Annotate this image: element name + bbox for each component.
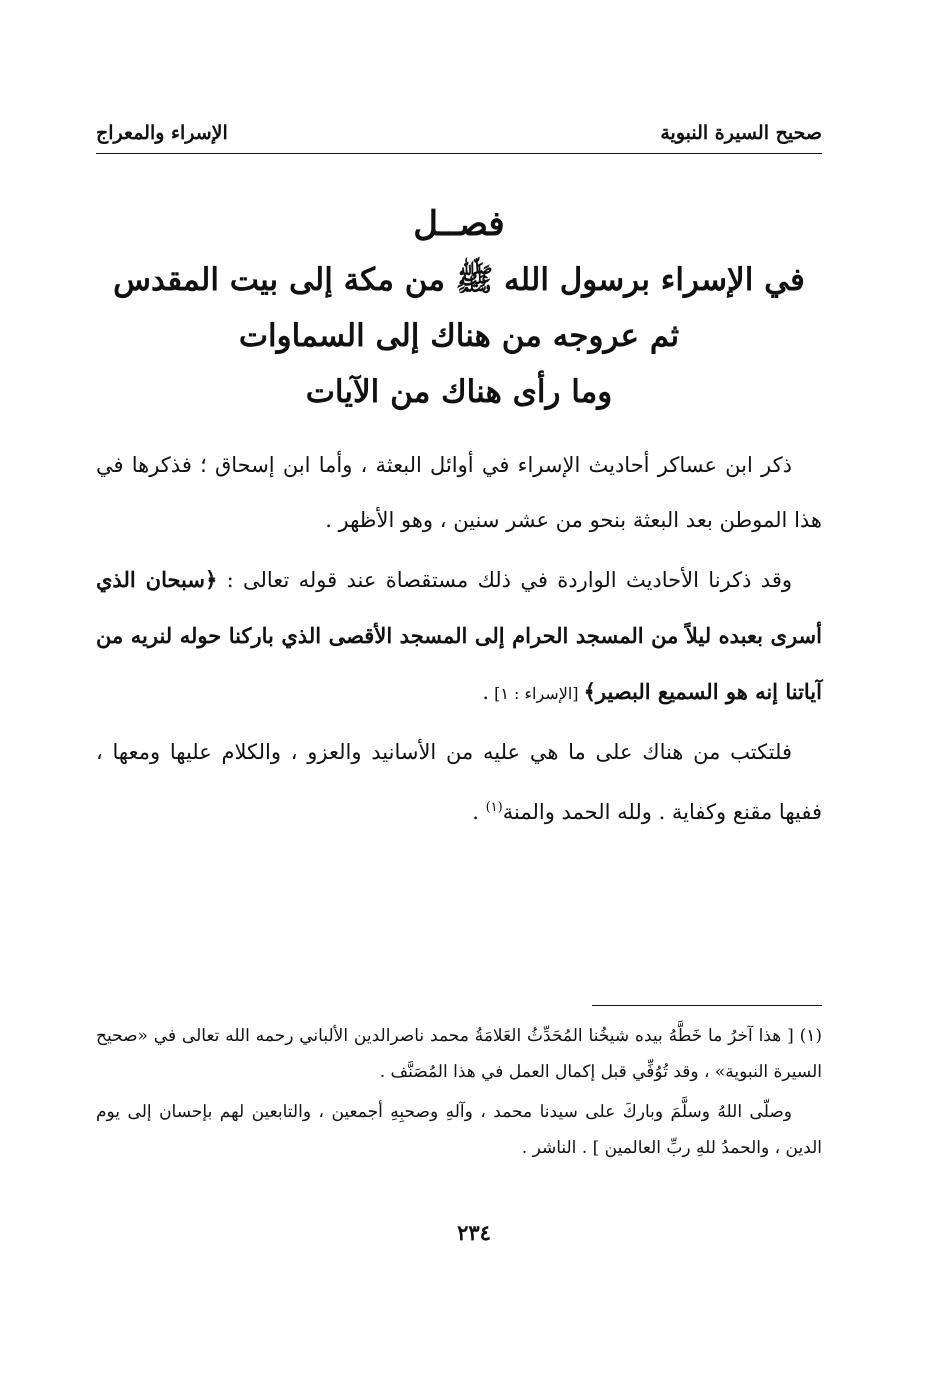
paragraph-2-intro: وقد ذكرنا الأحاديث الواردة في ذلك مستقصاة عند قوله تعالى : xyxy=(217,568,793,592)
verse-reference: [الإسراء : ١] xyxy=(489,684,584,703)
footnote-1: (١) [ هذا آخرُ ما خَطَّهُ بيده شيخُنا المُحَدِّثُ العَلامَةُ محمد ناصرالدين الألباني رحمه الله تعالى في «صحيح السيرة النبوية» ، وقد تُوُفِّي قبل إكمال العمل في هذا المُصَنَّف . xyxy=(96,1026,822,1082)
quran-verse: ﴿سبحان الذي أسرى بعبده ليلاً من المسجد الحرام إلى المسجد الأقصى الذي باركنا حوله لنريه من آياتنا إنه هو السميع البصير﴾ xyxy=(96,567,822,704)
header-chapter-title: الإسراء والمعراج xyxy=(96,122,228,144)
paragraph-1: ذكر ابن عساكر أحاديث الإسراء في أوائل البعثة ، وأما ابن إسحاق ؛ فذكرها في هذا الموطن بعد البعثة بنحو من عشر سنين ، وهو الأظهر . xyxy=(96,453,822,532)
footnotes xyxy=(96,1018,822,1170)
paragraph-2-end: . xyxy=(482,680,489,704)
chapter-heading: فصــل xyxy=(413,204,505,244)
footnote-marker: (١) xyxy=(485,800,503,815)
header-book-title: صحيح السيرة النبوية xyxy=(660,122,822,144)
page-number: ٢٣٤ xyxy=(457,1220,491,1245)
running-header xyxy=(96,116,822,150)
chapter-title-line-3: وما رأى هناك من الآيات xyxy=(305,374,613,410)
paragraph-3 xyxy=(96,725,822,840)
body-text xyxy=(96,438,822,844)
footnote-divider xyxy=(592,1005,822,1006)
header-divider xyxy=(96,153,822,154)
chapter-title-line-1: في الإسراء برسول الله ﷺ من مكة إلى بيت المقدس xyxy=(113,262,805,298)
paragraph-3-end: . xyxy=(472,800,486,824)
paragraph-2 xyxy=(96,552,822,721)
footnote-1-continuation: وصلّى اللهُ وسلَّمَ وباركَ على سيدنا محمد ، وآلهِ وصحبِهِ أجمعين ، والتابعين لهم بإحسان إلى يوم الدين ، والحمدُ للهِ ربِّ العالمين ] . الناشر . xyxy=(96,1102,822,1158)
chapter-title-block xyxy=(96,196,822,420)
paragraph-3-text: فلتكتب من هناك على ما هي عليه من الأسانيد والعزو ، والكلام عليها ومعها ، ففيها مقنع وكفاية . ولله الحمد والمنة xyxy=(96,740,822,824)
chapter-title-line-2: ثم عروجه من هناك إلى السماوات xyxy=(238,318,680,354)
